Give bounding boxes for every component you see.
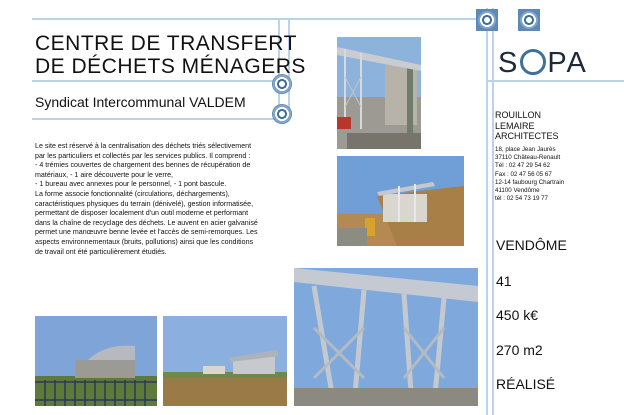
architect-name — [495, 110, 559, 142]
frame-line-logo — [488, 80, 624, 82]
title-line-2: DE DÉCHETS MÉNAGERS — [35, 55, 306, 78]
target-icon — [520, 11, 538, 29]
sopa-logo — [498, 46, 588, 80]
architect-line-3: ARCHITECTES — [495, 131, 559, 141]
photo-structure-top — [337, 37, 421, 149]
logo-circle-icon — [520, 49, 546, 75]
project-department: 41 — [496, 273, 512, 289]
frame-line-vertical-right-2 — [492, 8, 494, 415]
logo-letters-pa: PA — [547, 47, 588, 79]
photo-steel-canopy — [294, 268, 478, 406]
project-cost: 450 k€ — [496, 307, 539, 323]
photo-building-slope — [337, 156, 464, 246]
architect-line-1: ROUILLON — [495, 110, 542, 120]
target-icon — [273, 105, 291, 123]
photo-structure-top-image — [337, 37, 421, 149]
photo-building-field — [163, 316, 287, 406]
page-title — [35, 32, 306, 78]
architect-line-2: LEMAIRE — [495, 120, 535, 131]
frame-line-vertical-right — [486, 8, 488, 415]
frame-line-title — [32, 80, 287, 82]
architect-contact: 18, place Jean Jaurès 37110 Château-Renault Tél : 02 47 29 54 62 Fax : 02 47 56 05 67 12-14 faubourg Chartrain 41100 Vendôme tél : 02 54 73 19 77 — [495, 146, 565, 203]
subtitle: Syndicat Intercommunal VALDEM — [35, 94, 246, 110]
title-line-1: CENTRE DE TRANSFERT — [35, 32, 297, 55]
frame-line-subtitle — [32, 118, 280, 120]
photo-steel-canopy-image — [294, 268, 478, 406]
photo-building-fence-image — [35, 316, 157, 406]
project-status: RÉALISÉ — [496, 376, 556, 392]
photo-building-fence — [35, 316, 157, 406]
project-city: VENDÔME — [496, 237, 567, 253]
target-icon — [478, 11, 496, 29]
logo-letter-s: S — [498, 47, 520, 79]
project-surface: 270 m2 — [496, 342, 543, 358]
description-text: Le site est réservé à la centralisation des déchets triés sélectivement par les particuliers et collectés par les services publics. Il comprend : - 4 trémies couvertes de chargement des bennes de récupération de matériaux, - 1 aire découverte pour le verre, - 1 bureau avec annexes pour le personnel, - 1 pont bascule. La forme associe fonctionnalité (circulations, déchargements), caractéristiques physiques du terrain (dénivelé), gestion informatisée, permettant de disposer localement d'un outil moderne et performant dans la chaîne de recyclage des déchets. Le auvent en acier galvanisé permet une manœuvre benne levée et l'accès de semi-remorques. Les aspects environnementaux (bruits, pollutions) ainsi que les conditions de travail ont été particulièrement étudiés. — [35, 142, 258, 256]
frame-line-top — [32, 18, 477, 20]
photo-building-field-image — [163, 316, 287, 406]
photo-building-slope-image — [337, 156, 464, 246]
